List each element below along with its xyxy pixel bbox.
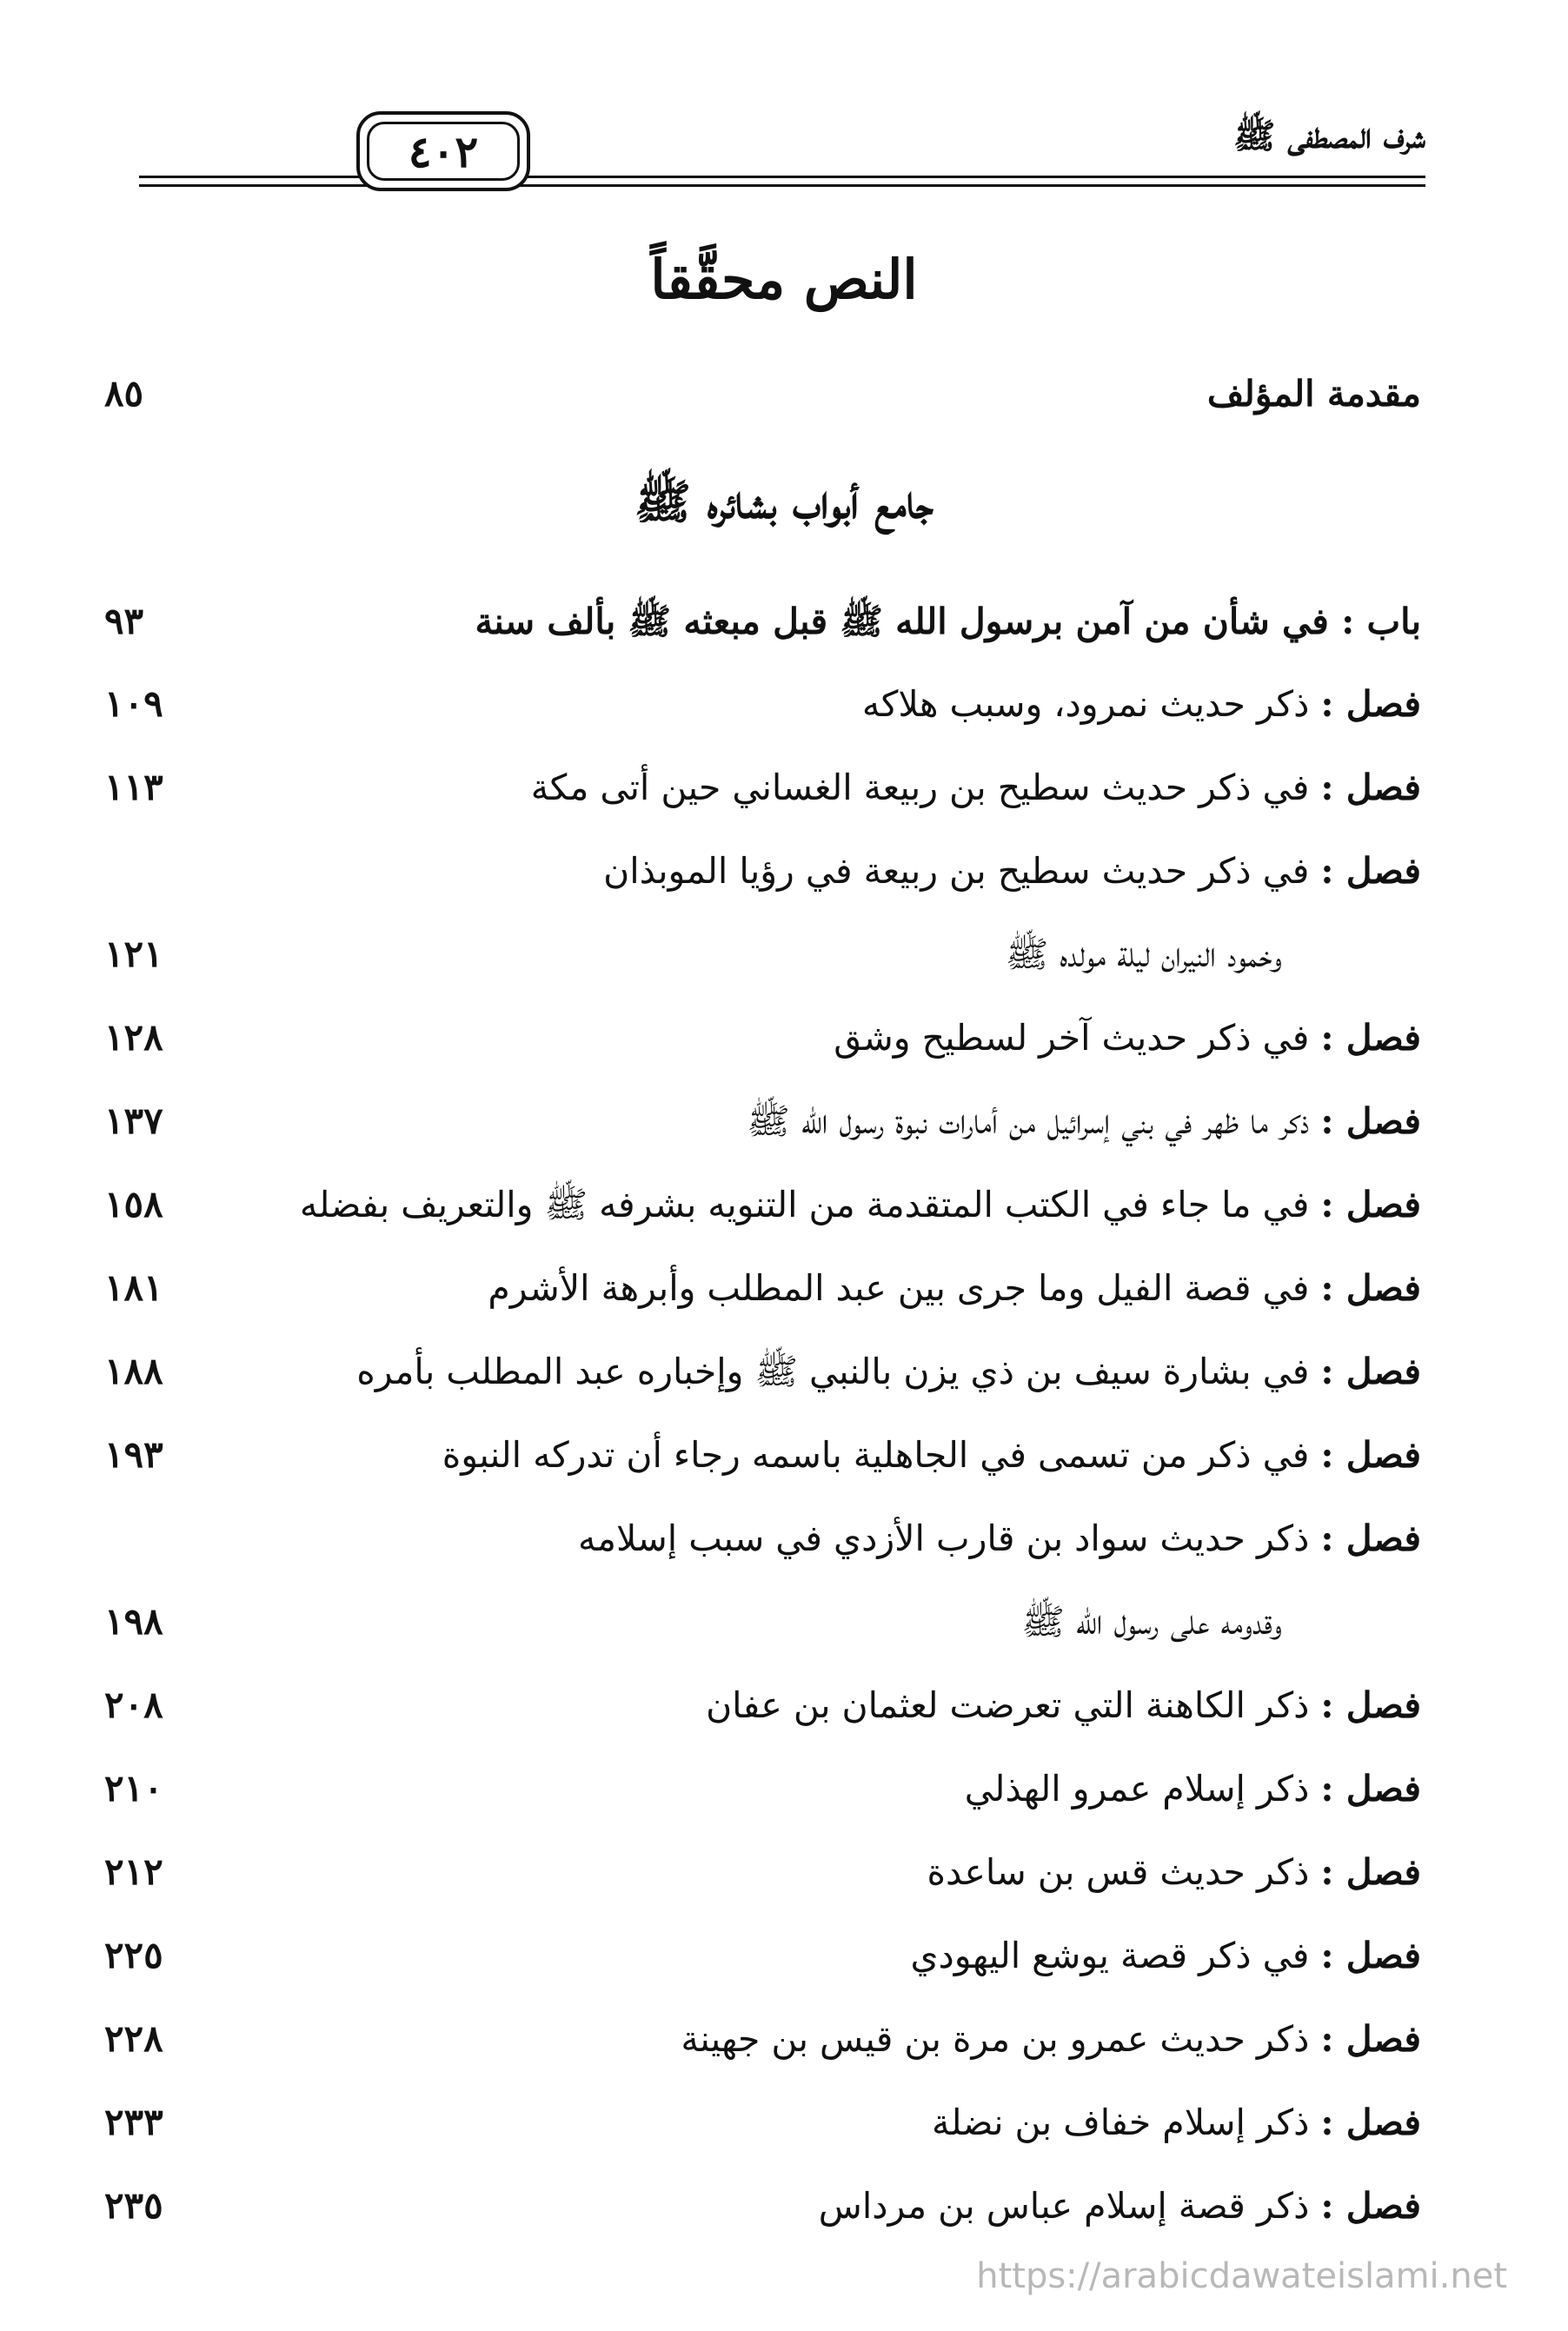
toc-entry-page: ٢٣٣ (104, 2101, 163, 2143)
toc-entry-page: ١٩٨ (104, 1600, 163, 1643)
entry-prefix: فصل : (1320, 1267, 1421, 1309)
toc-entry[interactable] (104, 1174, 1421, 1235)
entry-prefix: فصل : (1320, 1935, 1421, 1976)
entry-text: ذكر إسلام خفاف بن نضلة (931, 2102, 1321, 2143)
toc-entry-page: ٢١٠ (104, 1767, 163, 1810)
toc-entry-label (603, 840, 1421, 901)
toc-entry-label (834, 1007, 1421, 1068)
entry-prefix: فصل : (1320, 850, 1421, 892)
toc-entry-label (706, 1675, 1421, 1736)
toc-entry[interactable] (104, 1508, 1421, 1569)
toc-entry-page: ١٨١ (104, 1266, 163, 1309)
toc-entry[interactable] (104, 1758, 1421, 1819)
toc-entry[interactable] (104, 1091, 1421, 1152)
toc-entry-page: ١٢١ (104, 933, 163, 975)
toc-entry-label (819, 2175, 1421, 2236)
toc-entry[interactable] (104, 591, 1421, 652)
toc-entry[interactable] (104, 1842, 1421, 1903)
entry-prefix: فصل : (1320, 683, 1421, 725)
toc-entry[interactable] (104, 2009, 1421, 2069)
toc-entry-label (932, 2092, 1421, 2153)
toc-entry-page: ١٠٩ (104, 682, 163, 725)
toc-entry-page: ٢٠٨ (104, 1684, 163, 1726)
entry-text: في ذكر قصة يوشع اليهودي (910, 1935, 1321, 1976)
entry-text: وقدومه على رسول الله ﷺ (1021, 1601, 1282, 1643)
toc-entry-label (927, 1842, 1421, 1903)
toc-entry-label (747, 1091, 1421, 1152)
toc-entry[interactable] (104, 840, 1421, 901)
entry-text: في بشارة سيف بن ذي يزن بالنبي ﷺ وإخباره عبد المطلب بأمره (356, 1351, 1321, 1392)
entry-text: في ذكر حديث سطيح بن ربيعة في رؤيا الموبذان (603, 850, 1321, 892)
toc-entry[interactable] (104, 757, 1421, 818)
toc-entry-label (531, 757, 1421, 818)
toc-entry-page: ٢٢٥ (104, 1934, 163, 1976)
header-rule-top (139, 176, 1425, 178)
toc-entry-page: ٢١٢ (104, 1850, 163, 1893)
entry-text: في ذكر من تسمى في الجاهلية باسمه رجاء أن تدركه النبوة (442, 1434, 1321, 1476)
toc-entry-label (475, 591, 1421, 652)
toc-entry-label (578, 1508, 1421, 1569)
entry-text: في ذكر حديث آخر لسطيح وشق (834, 1017, 1321, 1059)
toc-entry-page: ٢٣٥ (104, 2184, 163, 2227)
entry-prefix: فصل : (1320, 1184, 1421, 1225)
book-title: شرف المصطفى ﷺ (1233, 116, 1425, 156)
running-header (139, 111, 1425, 207)
entry-text: وخمود النيران ليلة مولده ﷺ (1005, 933, 1282, 975)
page-number-frame (356, 111, 530, 191)
toc-entry-label: مقدمة المؤلف (1206, 373, 1421, 415)
entry-prefix: فصل : (1320, 1517, 1421, 1559)
entry-text: ذكر حديث عمرو بن مرة بن قيس بن جهينة (681, 2018, 1321, 2060)
entry-text: ذكر حديث قس بن ساعدة (927, 1851, 1321, 1893)
toc-entry-label (356, 1341, 1421, 1402)
toc-entry-label (300, 1174, 1421, 1235)
entry-prefix: فصل : (1320, 1768, 1421, 1810)
toc-entry[interactable] (104, 1424, 1421, 1485)
entry-prefix: فصل : (1320, 1017, 1421, 1059)
site-watermark: https://arabicdawateislami.net (976, 2256, 1507, 2296)
section-title: جامع أبواب بشائره ﷺ (634, 474, 934, 529)
entry-text: في شأن من آمن برسول الله ﷺ قبل مبعثه ﷺ بألف سنة (475, 601, 1342, 642)
toc-entry-page: ١١٣ (104, 766, 163, 808)
toc-entry[interactable] (104, 674, 1421, 734)
entry-prefix: فصل : (1320, 1851, 1421, 1893)
page-number: ٤٠٢ (367, 122, 520, 181)
toc-entry-page: ١٨٨ (104, 1350, 163, 1392)
toc-entry-continuation[interactable] (104, 924, 1421, 985)
toc-entry[interactable] (104, 2092, 1421, 2153)
entry-text: في ذكر حديث سطيح بن ربيعة الغساني حين أتى مكة (530, 767, 1321, 808)
toc-entry-label (910, 1925, 1421, 1986)
entry-prefix: فصل : (1320, 767, 1421, 808)
entry-prefix: فصل : (1320, 1351, 1421, 1392)
entry-text: في ما جاء في الكتب المتقدمة من التنويه بشرفه ﷺ والتعريف بفضله (299, 1184, 1321, 1225)
header-rule-bottom (139, 184, 1425, 187)
entry-prefix: فصل : (1320, 2185, 1421, 2227)
toc-entry[interactable] (104, 1675, 1421, 1736)
toc-entry-label (862, 674, 1421, 734)
toc-entry-introduction[interactable] (104, 363, 1421, 424)
entry-text: ذكر ما ظهر في بني إسرائيل من أمارات نبوة رسول الله ﷺ (747, 1100, 1321, 1142)
entry-prefix: فصل : (1320, 2018, 1421, 2060)
entry-text: ذكر إسلام عمرو الهذلي (964, 1768, 1321, 1810)
toc-entry-label (1006, 924, 1282, 985)
toc-entry-page: ١٣٧ (104, 1099, 163, 1142)
entry-text: ذكر قصة إسلام عباس بن مرداس (818, 2185, 1321, 2227)
toc-entry-continuation[interactable] (104, 1591, 1421, 1652)
toc-entry-label (1021, 1591, 1282, 1652)
toc-entry-label (681, 2009, 1421, 2069)
entry-prefix: فصل : (1320, 1684, 1421, 1726)
entry-prefix: فصل : (1320, 1100, 1421, 1142)
toc-entry[interactable] (104, 1925, 1421, 1986)
toc-entry-label (442, 1424, 1421, 1485)
entry-text: ذكر حديث نمرود، وسبب هلاكه (861, 683, 1321, 725)
toc-entry-page: ١٩٣ (104, 1433, 163, 1476)
toc-entry-page: ٩٣ (104, 600, 144, 642)
toc-entry-page: ١٥٨ (104, 1183, 163, 1225)
entry-prefix: باب : (1341, 601, 1421, 642)
entry-prefix: فصل : (1320, 2102, 1421, 2143)
entry-text: ذكر الكاهنة التي تعرضت لعثمان بن عفان (706, 1684, 1321, 1726)
toc-entry-page: ١٢٨ (104, 1016, 163, 1059)
entry-prefix: فصل : (1320, 1434, 1421, 1476)
toc-entry-page: ٢٢٨ (104, 2017, 163, 2060)
toc-entry-label (488, 1258, 1421, 1318)
toc-entry-page: ٨٥ (104, 372, 144, 415)
entry-text: في قصة الفيل وما جرى بين عبد المطلب وأبرهة الأشرم (488, 1267, 1321, 1309)
toc-entry[interactable] (104, 1341, 1421, 1402)
main-title: النص محقَّقاً (650, 248, 918, 311)
toc-entry-label (965, 1758, 1421, 1819)
entry-text: ذكر حديث سواد بن قارب الأزدي في سبب إسلامه (578, 1517, 1321, 1559)
toc-entry[interactable] (104, 1007, 1421, 1068)
toc-entry[interactable] (104, 1258, 1421, 1318)
toc-entry[interactable] (104, 2175, 1421, 2236)
